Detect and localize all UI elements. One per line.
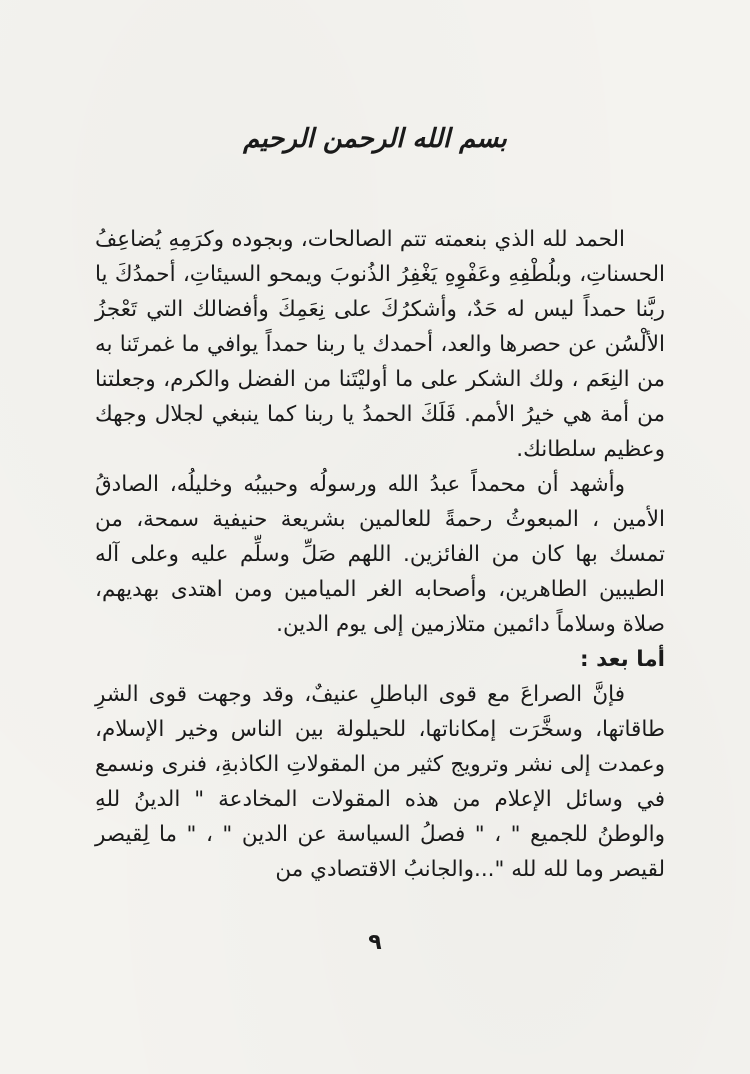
paragraph-praise: الحمد لله الذي بنعمته تتم الصالحات، وبجوده وكرَمِهِ يُضاعِفُ الحسناتِ، وبلُطْفِهِ وعَفْوِهِ يَغْفِرُ الذُنوبَ ويمحو السيئاتِ، أحمدُكَ يا ربَّنا حمداً ليس له حَدٌ، وأشكرُكَ على نِعَمِكَ وأفضالك التي تَعْجزُ الألْسُن عن حصرها والعد، أحمدك يا ربنا حمداً يوافي ما غمرتَنا به من النِعَم ، ولك الشكر على ما أوليْتَنا من الفضل والكرم، وجعلتنا من أمة هي خيرُ الأمم. فَلَكَ الحمدُ يا ربنا كما ينبغي لجلال وجهك وعظيم سلطانك. [95,227,665,462]
basmala-heading: بسم الله الرحمن الرحيم [243,124,507,154]
paragraph-testimony: وأشهد أن محمداً عبدُ الله ورسولُه وحبيبُه وخليلُه، الصادقُ الأمين ، المبعوثُ رحمةً للعالمين بشريعة حنيفية سمحة، من تمسك بها كان من الفائزين. اللهم صَلِّ وسلِّم عليه وعلى آله الطيبين الطاهرين، وأصحابه الغر الميامين ومن اهتدى بهديهم، صلاة وسلاماً دائمين متلازمين إلى يوم الدين. [95,472,665,637]
page-number: ٩ [368,930,382,955]
section-heading: أما بعد : [580,647,665,672]
paragraph-main: فإنَّ الصراعَ مع قوى الباطلِ عنيفٌ، وقد وجهت قوى الشرِ طاقاتها، وسخَّرَت إمكاناتها، للحيلولة بين الناس وخير الإسلام، وعمدت إلى نشر وترويج كثير من المقولاتِ الكاذبةِ، فنرى ونسمع في وسائل الإعلام من هذه المقولات المخادعة " الدينُ للهِ والوطنُ للجميع " ، " فصلُ السياسة عن الدين " ، " ما لِقيصر لقيصر وما لله لله "...والجانبُ الاقتصادي من [95,682,665,882]
body-text [95,222,665,887]
